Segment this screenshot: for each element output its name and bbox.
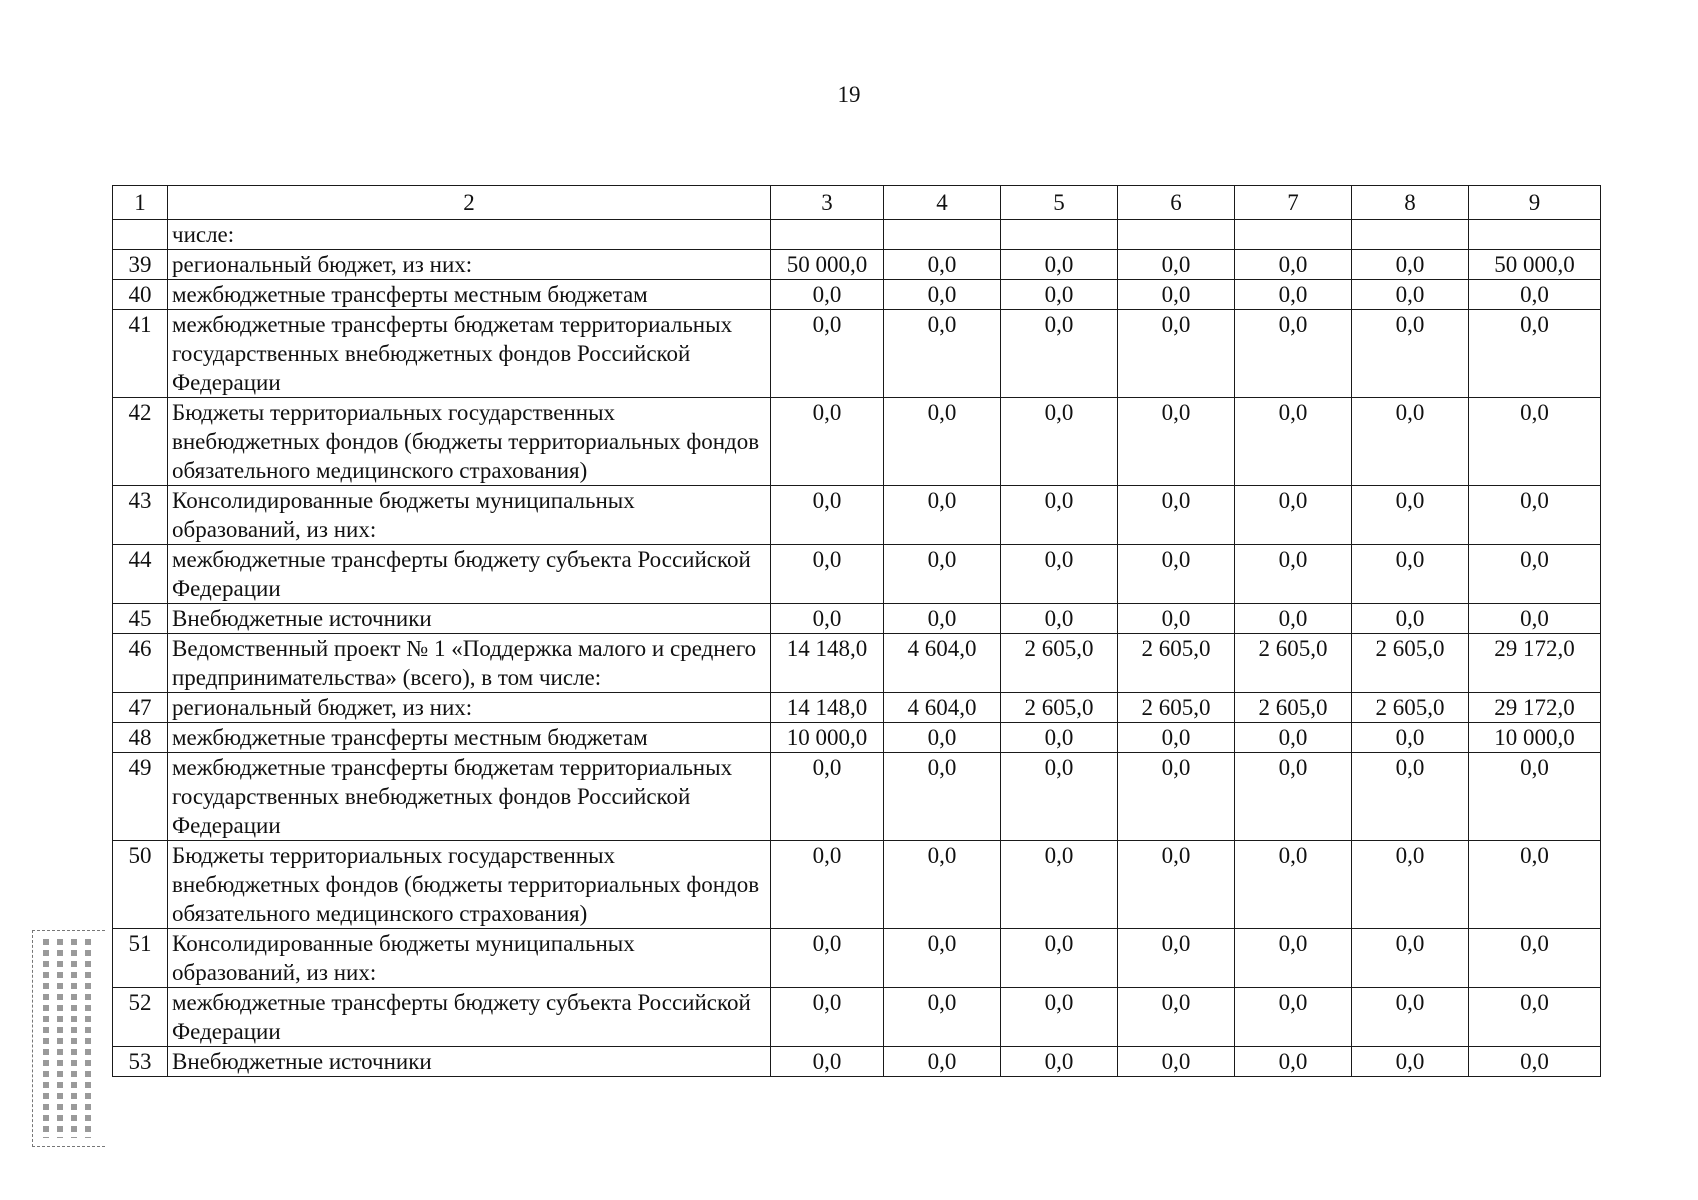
value-cell: 0,0 <box>1352 753 1469 841</box>
value-cell: 0,0 <box>884 988 1001 1047</box>
value-cell: 2 605,0 <box>1001 693 1118 723</box>
row-number: 48 <box>113 723 168 753</box>
value-cell: 0,0 <box>1352 398 1469 486</box>
value-cell: 0,0 <box>771 753 884 841</box>
header-row <box>113 186 1601 220</box>
value-cell: 0,0 <box>1352 841 1469 929</box>
side-stamp <box>32 930 105 1147</box>
header-cell: 3 <box>771 186 884 220</box>
value-cell: 0,0 <box>771 1047 884 1077</box>
value-cell: 29 172,0 <box>1469 693 1601 723</box>
value-cell: 2 605,0 <box>1352 634 1469 693</box>
header-cell: 7 <box>1235 186 1352 220</box>
row-number: 42 <box>113 398 168 486</box>
header-cell: 1 <box>113 186 168 220</box>
value-cell: 4 604,0 <box>884 634 1001 693</box>
value-cell: 0,0 <box>1118 604 1235 634</box>
value-cell: 0,0 <box>1352 929 1469 988</box>
value-cell: 0,0 <box>1118 250 1235 280</box>
row-label: Бюджеты территориальных государственных внебюджетных фондов (бюджеты территориальных фондов обязательного медицинского страхования) <box>168 841 771 929</box>
value-cell: 0,0 <box>1235 280 1352 310</box>
value-cell: 0,0 <box>884 753 1001 841</box>
value-cell: 0,0 <box>1235 486 1352 545</box>
value-cell: 0,0 <box>1235 1047 1352 1077</box>
row-label: межбюджетные трансферты бюджету субъекта Российской Федерации <box>168 988 771 1047</box>
row-number: 49 <box>113 753 168 841</box>
value-cell: 0,0 <box>1235 753 1352 841</box>
value-cell: 0,0 <box>884 486 1001 545</box>
row-number: 39 <box>113 250 168 280</box>
value-cell: 0,0 <box>1235 723 1352 753</box>
row-number: 47 <box>113 693 168 723</box>
value-cell: 0,0 <box>1118 398 1235 486</box>
header-cell: 4 <box>884 186 1001 220</box>
row-label: Ведомственный проект № 1 «Поддержка малого и среднего предпринимательства» (всего), в том числе: <box>168 634 771 693</box>
value-cell: 0,0 <box>1235 545 1352 604</box>
value-cell <box>1118 220 1235 250</box>
value-cell: 0,0 <box>1469 753 1601 841</box>
value-cell: 0,0 <box>1469 310 1601 398</box>
row-label: Бюджеты территориальных государственных внебюджетных фондов (бюджеты территориальных фондов обязательного медицинского страхования) <box>168 398 771 486</box>
value-cell: 2 605,0 <box>1118 634 1235 693</box>
value-cell <box>1469 220 1601 250</box>
value-cell: 0,0 <box>1352 486 1469 545</box>
table-row <box>113 398 1601 486</box>
value-cell: 0,0 <box>1469 486 1601 545</box>
value-cell: 0,0 <box>771 929 884 988</box>
value-cell: 0,0 <box>771 841 884 929</box>
header-cell: 8 <box>1352 186 1469 220</box>
value-cell: 0,0 <box>1469 1047 1601 1077</box>
header-cell: 9 <box>1469 186 1601 220</box>
row-number: 51 <box>113 929 168 988</box>
row-number: 43 <box>113 486 168 545</box>
table-row <box>113 988 1601 1047</box>
table-row <box>113 250 1601 280</box>
header-cell: 6 <box>1118 186 1235 220</box>
value-cell: 0,0 <box>1001 1047 1118 1077</box>
value-cell: 0,0 <box>1469 929 1601 988</box>
value-cell: 0,0 <box>1235 929 1352 988</box>
value-cell: 10 000,0 <box>1469 723 1601 753</box>
value-cell: 14 148,0 <box>771 693 884 723</box>
value-cell: 4 604,0 <box>884 693 1001 723</box>
value-cell: 2 605,0 <box>1352 693 1469 723</box>
value-cell: 50 000,0 <box>1469 250 1601 280</box>
value-cell: 0,0 <box>771 604 884 634</box>
table-row <box>113 753 1601 841</box>
value-cell: 0,0 <box>884 1047 1001 1077</box>
value-cell: 0,0 <box>1352 250 1469 280</box>
table-row <box>113 929 1601 988</box>
row-number: 52 <box>113 988 168 1047</box>
value-cell <box>1235 220 1352 250</box>
value-cell: 0,0 <box>771 398 884 486</box>
value-cell: 0,0 <box>771 486 884 545</box>
table-row <box>113 1047 1601 1077</box>
table-row <box>113 545 1601 604</box>
table-row <box>113 723 1601 753</box>
row-number: 45 <box>113 604 168 634</box>
value-cell <box>884 220 1001 250</box>
value-cell: 0,0 <box>1001 310 1118 398</box>
value-cell: 0,0 <box>884 545 1001 604</box>
row-label: межбюджетные трансферты бюджетам территориальных государственных внебюджетных фондов Российской Федерации <box>168 310 771 398</box>
table-row <box>113 634 1601 693</box>
value-cell: 0,0 <box>771 280 884 310</box>
row-label: числе: <box>168 220 771 250</box>
value-cell: 0,0 <box>1001 723 1118 753</box>
value-cell: 0,0 <box>1235 398 1352 486</box>
value-cell: 0,0 <box>1235 841 1352 929</box>
value-cell: 2 605,0 <box>1118 693 1235 723</box>
value-cell: 0,0 <box>1001 280 1118 310</box>
value-cell: 0,0 <box>1118 310 1235 398</box>
value-cell: 0,0 <box>884 310 1001 398</box>
value-cell: 0,0 <box>1235 604 1352 634</box>
row-label: Консолидированные бюджеты муниципальных образований, из них: <box>168 929 771 988</box>
value-cell: 0,0 <box>1352 545 1469 604</box>
row-label: межбюджетные трансферты местным бюджетам <box>168 723 771 753</box>
row-number: 46 <box>113 634 168 693</box>
row-number: 40 <box>113 280 168 310</box>
value-cell: 14 148,0 <box>771 634 884 693</box>
value-cell <box>771 220 884 250</box>
table-row <box>113 220 1601 250</box>
value-cell: 50 000,0 <box>771 250 884 280</box>
value-cell: 2 605,0 <box>1235 693 1352 723</box>
value-cell: 0,0 <box>884 929 1001 988</box>
value-cell: 0,0 <box>1001 604 1118 634</box>
table-row <box>113 841 1601 929</box>
value-cell: 0,0 <box>1118 929 1235 988</box>
row-label: межбюджетные трансферты бюджету субъекта Российской Федерации <box>168 545 771 604</box>
row-label: Консолидированные бюджеты муниципальных образований, из них: <box>168 486 771 545</box>
row-label: межбюджетные трансферты местным бюджетам <box>168 280 771 310</box>
row-label: региональный бюджет, из них: <box>168 693 771 723</box>
value-cell: 0,0 <box>1001 398 1118 486</box>
header-cell: 2 <box>168 186 771 220</box>
value-cell: 0,0 <box>1235 988 1352 1047</box>
value-cell: 0,0 <box>1001 753 1118 841</box>
row-label: межбюджетные трансферты бюджетам территориальных государственных внебюджетных фондов Российской Федерации <box>168 753 771 841</box>
value-cell: 0,0 <box>1001 841 1118 929</box>
value-cell: 0,0 <box>1469 280 1601 310</box>
value-cell: 0,0 <box>1118 753 1235 841</box>
value-cell: 0,0 <box>884 604 1001 634</box>
row-number: 41 <box>113 310 168 398</box>
value-cell: 0,0 <box>1118 723 1235 753</box>
value-cell: 0,0 <box>1118 841 1235 929</box>
value-cell: 10 000,0 <box>771 723 884 753</box>
value-cell: 0,0 <box>1352 1047 1469 1077</box>
value-cell: 0,0 <box>1001 486 1118 545</box>
value-cell <box>1352 220 1469 250</box>
value-cell: 0,0 <box>1118 988 1235 1047</box>
value-cell: 0,0 <box>771 310 884 398</box>
value-cell: 0,0 <box>1469 841 1601 929</box>
value-cell: 0,0 <box>1001 250 1118 280</box>
value-cell: 0,0 <box>1469 398 1601 486</box>
value-cell <box>1001 220 1118 250</box>
page-number: 19 <box>837 82 861 107</box>
value-cell: 0,0 <box>884 280 1001 310</box>
value-cell: 0,0 <box>1469 604 1601 634</box>
row-label: Внебюджетные источники <box>168 1047 771 1077</box>
value-cell: 0,0 <box>1352 723 1469 753</box>
header-cell: 5 <box>1001 186 1118 220</box>
value-cell: 2 605,0 <box>1001 634 1118 693</box>
budget-table <box>112 185 1601 1077</box>
value-cell: 0,0 <box>1352 280 1469 310</box>
value-cell: 0,0 <box>771 988 884 1047</box>
value-cell: 0,0 <box>771 545 884 604</box>
table-row <box>113 280 1601 310</box>
row-number: 53 <box>113 1047 168 1077</box>
value-cell: 0,0 <box>1001 545 1118 604</box>
value-cell: 29 172,0 <box>1469 634 1601 693</box>
value-cell: 0,0 <box>1352 988 1469 1047</box>
value-cell: 0,0 <box>1352 604 1469 634</box>
value-cell: 0,0 <box>1235 310 1352 398</box>
value-cell: 0,0 <box>884 841 1001 929</box>
value-cell: 0,0 <box>884 250 1001 280</box>
value-cell: 0,0 <box>1118 486 1235 545</box>
table-row <box>113 604 1601 634</box>
row-label: Внебюджетные источники <box>168 604 771 634</box>
value-cell: 0,0 <box>884 723 1001 753</box>
value-cell: 0,0 <box>884 398 1001 486</box>
value-cell: 0,0 <box>1235 250 1352 280</box>
value-cell: 0,0 <box>1352 310 1469 398</box>
value-cell: 0,0 <box>1001 988 1118 1047</box>
row-number: 50 <box>113 841 168 929</box>
value-cell: 0,0 <box>1118 1047 1235 1077</box>
table-body <box>113 186 1601 1077</box>
table-row <box>113 310 1601 398</box>
table-row <box>113 693 1601 723</box>
row-number: 44 <box>113 545 168 604</box>
value-cell: 0,0 <box>1118 545 1235 604</box>
row-number <box>113 220 168 250</box>
table-row <box>113 486 1601 545</box>
value-cell: 0,0 <box>1001 929 1118 988</box>
value-cell: 2 605,0 <box>1235 634 1352 693</box>
row-label: региональный бюджет, из них: <box>168 250 771 280</box>
value-cell: 0,0 <box>1469 545 1601 604</box>
value-cell: 0,0 <box>1118 280 1235 310</box>
value-cell: 0,0 <box>1469 988 1601 1047</box>
